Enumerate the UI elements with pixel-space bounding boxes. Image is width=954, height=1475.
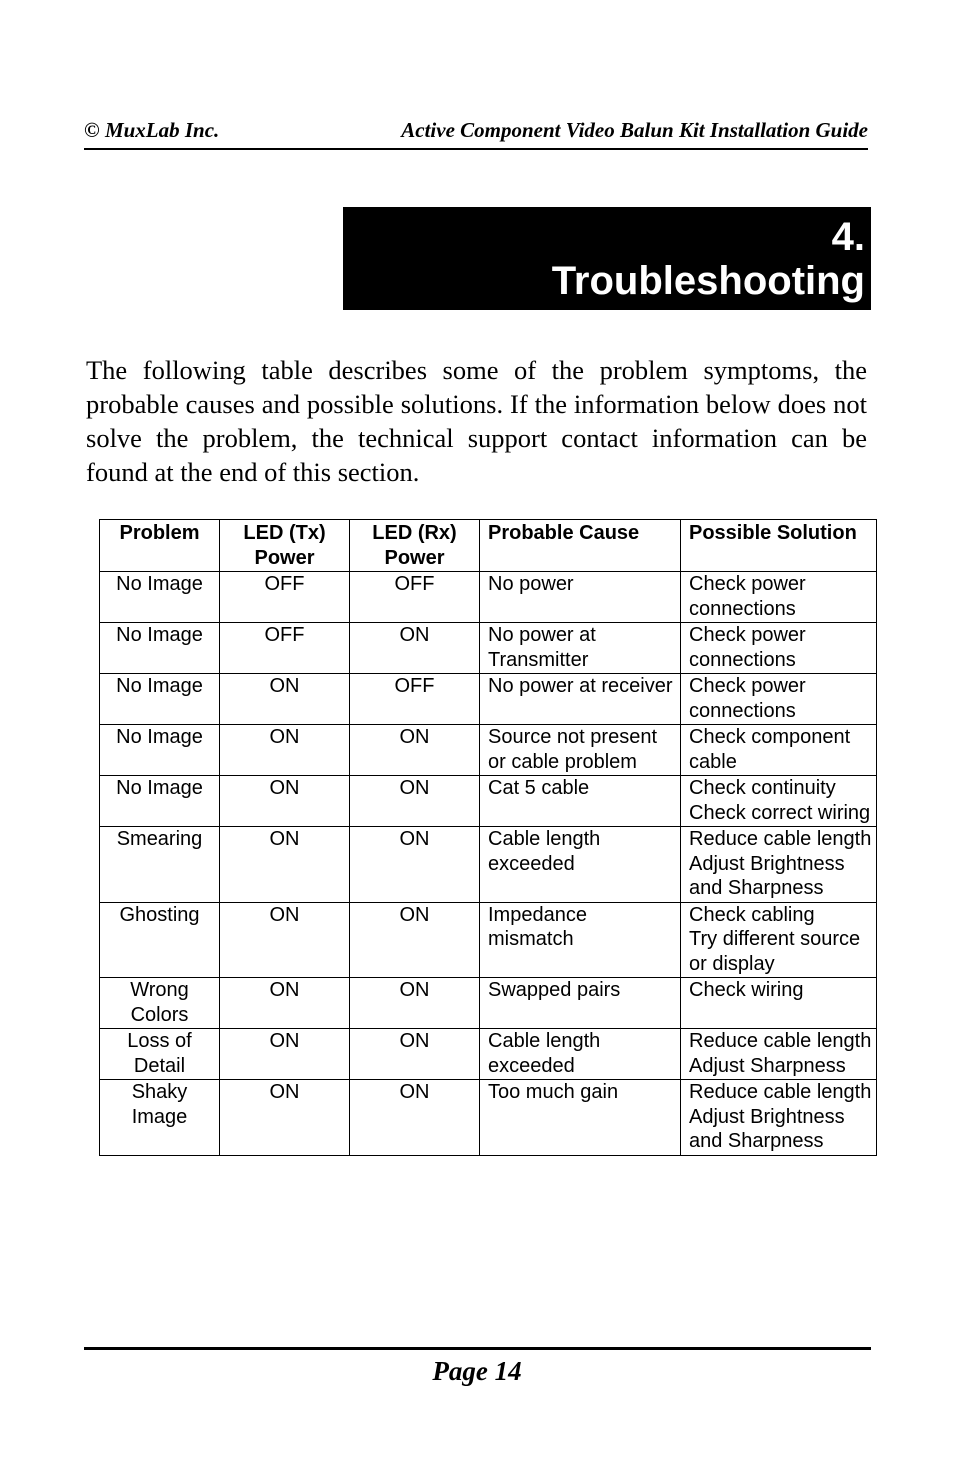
cell-cause: No power at receiver [480,674,681,725]
cell-problem: No Image [100,674,220,725]
cell-problem: Wrong Colors [100,978,220,1029]
solution-line: Try different source or display [689,928,861,975]
cell-solution [681,1080,877,1156]
table-row [100,1029,877,1080]
table-row [100,674,877,725]
table-row [100,827,877,903]
cell-solution [681,827,877,903]
cell-cause: Source not present or cable problem [480,725,681,776]
cell-cause: Too much gain [480,1080,681,1156]
section-title: Troubleshooting [551,259,865,303]
intro-paragraph: The following table describes some of the problem symptoms, the probable causes and possible solutions. If the information below does not solve the problem, the technical support contact information can be found at the end of this section. [86,355,867,487]
cell-cause: Cable length exceeded [480,827,681,903]
solution-line: Check correct wiring [689,801,871,824]
solution-line: Reduce cable length [689,1030,872,1052]
cell-solution [681,902,877,978]
header-problem: Problem [100,520,220,572]
cell-solution [681,623,877,674]
page-number: Page 14 [432,1356,522,1386]
cell-cause: Impedance mismatch [480,902,681,978]
footer-rule [84,1347,871,1350]
header-cause: Probable Cause [480,520,681,572]
cell-problem: Ghosting [100,902,220,978]
solution-line: Reduce cable length [689,828,872,850]
cell-led-tx: OFF [220,572,350,623]
cell-solution [681,725,877,776]
cell-led-rx: ON [350,827,480,903]
cell-solution [681,776,877,827]
table-row [100,725,877,776]
table-row [100,776,877,827]
cell-solution [681,674,877,725]
cell-led-rx: ON [350,1029,480,1080]
cell-led-tx: ON [220,978,350,1029]
cell-cause: Swapped pairs [480,978,681,1029]
cell-solution [681,572,877,623]
cell-problem: No Image [100,776,220,827]
header-led-tx: LED (Tx) Power [220,520,350,572]
cell-solution [681,978,877,1029]
cell-led-tx: ON [220,1080,350,1156]
cell-problem: Shaky Image [100,1080,220,1156]
solution-line: Adjust Brightness and Sharpness [689,1105,845,1152]
section-number: 4. [831,215,865,259]
cell-led-tx: ON [220,674,350,725]
cell-solution [681,1029,877,1080]
cell-problem: No Image [100,725,220,776]
solution-line: Check component cable [689,726,851,773]
cell-cause: Cat 5 cable [480,776,681,827]
solution-line: Reduce cable length [689,1081,872,1103]
cell-led-rx: ON [350,623,480,674]
cell-led-tx: ON [220,776,350,827]
cell-led-tx: ON [220,1029,350,1080]
table-body [100,572,877,1156]
cell-led-rx: ON [350,776,480,827]
page-header [84,114,868,150]
solution-line: Adjust Brightness and Sharpness [689,852,845,899]
solution-line: Adjust Sharpness [689,1054,846,1077]
cell-led-rx: ON [350,978,480,1029]
header-led-rx: LED (Rx) Power [350,520,480,572]
cell-led-rx: OFF [350,572,480,623]
solution-line: Check power connections [689,573,806,620]
cell-led-tx: OFF [220,623,350,674]
table-row [100,978,877,1029]
cell-cause: No power [480,572,681,623]
cell-led-tx: ON [220,725,350,776]
cell-cause: No power at Transmitter [480,623,681,674]
solution-line: Check continuity [689,777,836,799]
header-copyright: © MuxLab Inc. [84,118,220,142]
cell-cause: Cable length exceeded [480,1029,681,1080]
solution-line: Check wiring [689,979,804,1001]
cell-problem: Smearing [100,827,220,903]
cell-problem: No Image [100,572,220,623]
solution-line: Check cabling [689,903,815,926]
cell-problem: No Image [100,623,220,674]
table-header-row [100,520,877,572]
cell-led-tx: ON [220,827,350,903]
cell-led-rx: ON [350,725,480,776]
table-row [100,1080,877,1156]
table-row [100,902,877,978]
section-title-banner [343,207,871,310]
table-row [100,572,877,623]
table-row [100,623,877,674]
header-guide-title: Active Component Video Balun Kit Installation Guide [401,118,868,142]
solution-line: Check power connections [689,624,806,671]
cell-problem: Loss of Detail [100,1029,220,1080]
troubleshooting-table [99,519,877,1156]
solution-line: Check power connections [689,675,806,722]
cell-led-tx: ON [220,902,350,978]
cell-led-rx: ON [350,1080,480,1156]
cell-led-rx: ON [350,902,480,978]
header-solution: Possible Solution [681,520,877,572]
cell-led-rx: OFF [350,674,480,725]
